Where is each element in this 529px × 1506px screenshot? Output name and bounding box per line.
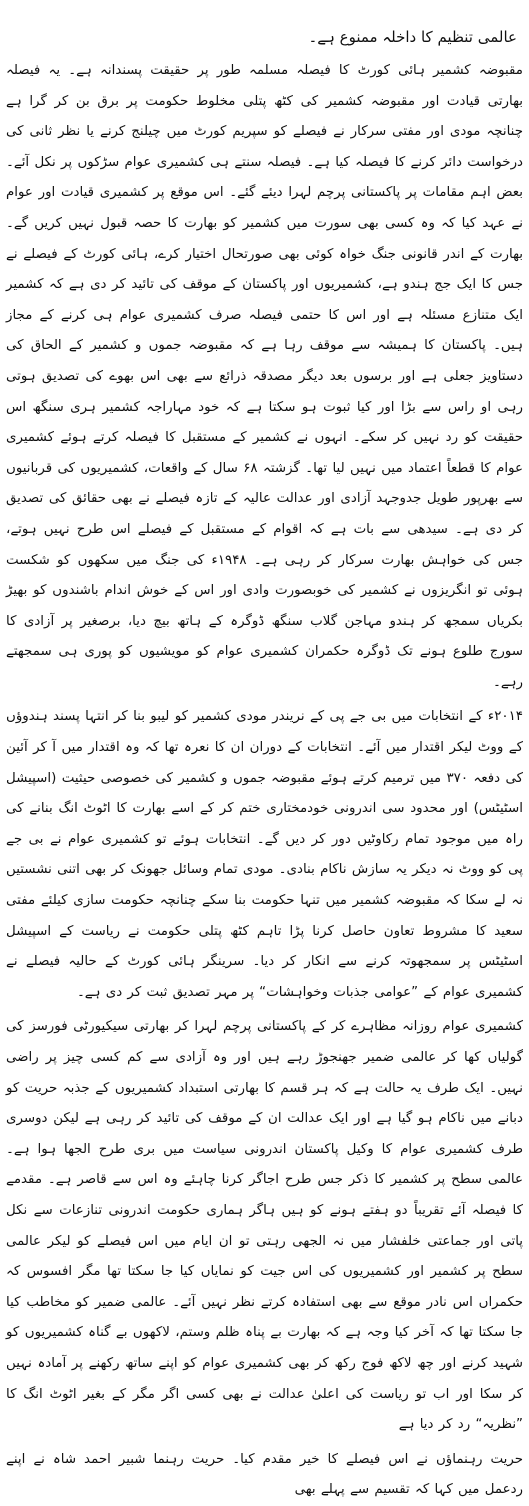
article-paragraph-3: کشمیری عوام روزانہ مظاہرے کر کے پاکستانی پرچم لہرا کر بھارتی سیکیورٹی فورسز کی گولیاں کھا کر عالمی ضمیر جھنجوڑ رہے ہیں اور وہ آزادی سے کم کسی چیز پر راضی نہیں۔ ایک طرف یہ حالت ہے کہ ہر قسم کا بھارتی استبداد کشمیریوں کے جذبہ حریت کو دبانے میں ناکام ہو گیا ہے اور ایک عدالت ان کے موقف کی تائید کر رہی ہے لیکن دوسری طرف کشمیری عوام کا وکیل پاکستان اندرونی سیاست میں بری طرح الجھا ہوا ہے۔ عالمی سطح پر کشمیر کا ذکر جس طرح اجاگر کرنا چاہئے وہ اس سے قاصر ہے۔ مقدمے کا فیصلہ آئے تقریباً دو ہفتے ہونے کو ہیں ہاگر ہماری حکومت اندرونی تنازعات سے نکل پاتی اور جماعتی خلفشار میں نہ الجھی رہتی تو ان ایام میں اس فیصلے کو لیکر عالمی سطح پر کشمیر اور کشمیریوں کی اس جیت کو نمایاں کیا جا سکتا تھا مگر افسوس کہ حکمراں اس نادر موقع سے بھی استفادہ کرتے نظر نہیں آئے۔ عالمی ضمیر کو مخاطب کیا جا سکتا تھا کہ آخر کیا وجہ ہے کہ بھارت بے پناہ ظلم وستم، لاکھوں بے گناہ کشمیریوں کو شہید کرنے اور چھ لاکھ فوج رکھ کر بھی کشمیری عوام کو اپنے ساتھ رکھنے پر آمادہ نہیں کر سکا اور اب تو ریاست کی اعلیٰ عدالت نے بھی کسی اگر مگر کے بغیر اٹوٹ انگ کا ”نظریہ“ رد کر دیا ہے xyxy=(6,1019,523,1433)
article-paragraph-2: ۲۰۱۴ء کے انتخابات میں بی جے پی کے نریندر مودی کشمیر کو لیبو بنا کر انتہا پسند ہندوؤں کے ووٹ لیکر اقتدار میں آئے۔ انتخابات کے دوران ان کا نعرہ تھا کہ وہ اقتدار میں آ کر آئین کی دفعہ ۳۷۰ میں ترمیم کرتے ہوئے مقبوضہ جموں و کشمیر کی خصوصی حیثیت (اسپیشل اسٹیٹس) اور محدود سی اندرونی خودمختاری ختم کر کے اسے بھارت کا اٹوٹ انگ بنانے کی راہ میں موجود تمام رکاوٹیں دور کر دیں گے۔ انتخابات ہوئے تو کشمیری عوام نے بی جے پی کو ووٹ نہ دیکر یہ سازش ناکام بنادی۔ مودی تمام وسائل جھونک کر بھی اتنی نشستیں نہ لے سکا کہ مقبوضہ کشمیر میں تنہا حکومت بنا سکے چنانچہ حکومت سازی کیلئے مفتی سعید کا مشروط تعاون حاصل کرنا پڑا تاہم کٹھ پتلی حکومت نے ریاست کے اسپیشل اسٹیٹس پر سمجھوتہ کرنے سے انکار کر دیا۔ سرینگر ہائی کورٹ کے حالیہ فیصلے نے کشمیری عوام کے ”عوامی جذبات وخواہشات“ پر مہر تصدیق ثبت کر دی ہے۔ xyxy=(6,709,523,1000)
article-title: عالمی تنظیم کا داخلہ ممنوع ہے۔ xyxy=(308,28,517,46)
article-paragraph-4: حریت رہنماؤں نے اس فیصلے کا خیر مقدم کیا۔ حریت رہنما شبیر احمد شاہ نے اپنے ردعمل میں کہا کہ تقسیم سے پہلے بھی xyxy=(6,1451,523,1498)
article-paragraph-1: مقبوضہ کشمیر ہائی کورٹ کا فیصلہ مسلمہ طور پر حقیقت پسندانہ ہے۔ یہ فیصلہ بھارتی قیادت اور مقبوضہ کشمیر کی کٹھ پتلی مخلوط حکومت پر برق بن کر گرا ہے چنانچہ مودی اور مفتی سرکار نے فیصلے کو سپریم کورٹ میں چیلنج کرنے یا نظر ثانی کی درخواست دائر کرنے کا فیصلہ کیا ہے۔ فیصلہ سنتے ہی کشمیری عوام سڑکوں پر نکل آئے۔ بعض اہم مقامات پر پاکستانی پرچم لہرا دیئے گئے۔ اس موقع پر کشمیری قیادت اور عوام نے عہد کیا کہ وہ کسی بھی سورت میں کشمیر کو بھارت کا حصہ قبول نہیں کریں گے۔ بھارت کے اندر قانونی جنگ خواہ کوئی بھی صورتحال اختیار کرے، ہائی کورٹ کے فیصلے نے جس کا ایک جج ہندو ہے، کشمیریوں اور پاکستان کے موقف کی تائید کر دی ہے کہ کشمیر ایک متنازع مسئلہ ہے اور اس کا حتمی فیصلہ صرف کشمیری عوام ہی کرنے کے مجاز ہیں۔ پاکستان کا ہمیشہ سے موقف رہا ہے کہ مقبوضہ جموں و کشمیر کے الحاق کی دستاویز جعلی ہے اور برسوں بعد دیگر مصدقہ ذرائع سے بھی اس بھوے کی تصدیق ہوتی رہی او راس سے بڑا اور کیا ثبوت ہو سکتا ہے کہ خود مہاراجہ کشمیر ہری سنگھ اس حقیقت کو رد نہیں کر سکے۔ انہوں نے کشمیر کے مستقبل کا فیصلہ کرتے ہوئے کشمیری عوام کا قطعاً اعتماد میں نہیں لیا تھا۔ گزشتہ ۶۸ سال کے واقعات، کشمیریوں کی قربانیوں سے بھرپور طویل جدوجہد آزادی اور عدالت عالیہ کے تازہ فیصلے نے بھی حقائق کی تصدیق کر دی ہے۔ سیدھی سے بات ہے کہ اقوام کے مستقبل کے فیصلے اس طرح نہیں ہوتے، جس کی خواہش بھارت سرکار کر رہی ہے۔ ۱۹۴۸ء کی جنگ میں سکھوں کو شکست ہوئی تو انگریزوں نے کشمیر کی خوبصورت وادی اور اس کے خوش اندام باشندوں کو بھیڑ بکریاں سمجھ کر ہندو مہاجن گلاب سنگھ ڈوگرہ کے ہاتھ بیچ دیا، برصغیر پر آزادی کا سورج طلوع ہونے تک ڈوگرہ حکمران کشمیری عوام کو مویشیوں کو پوری ہی سمجھتے رہے۔ xyxy=(6,63,523,690)
